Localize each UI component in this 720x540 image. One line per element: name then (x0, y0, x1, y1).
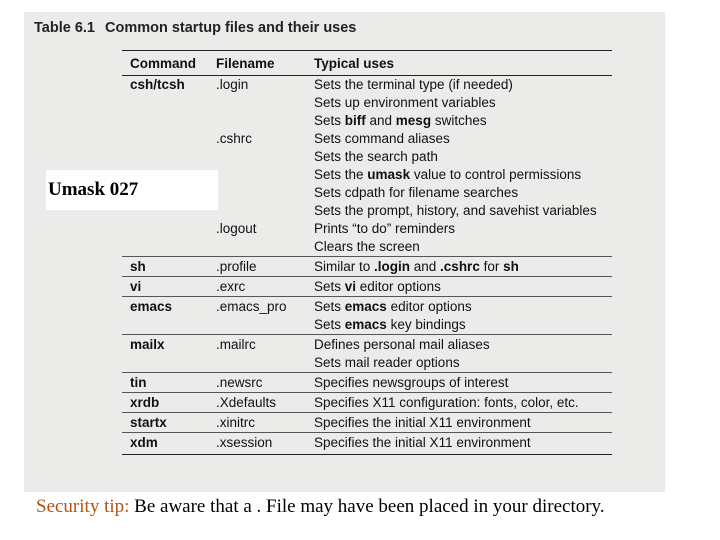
table-row (122, 94, 612, 112)
scanned-page (24, 12, 665, 492)
table-body (122, 76, 612, 455)
cell-filename (208, 166, 306, 184)
table-row (122, 148, 612, 166)
cell-typical-use: Sets the prompt, history, and savehist variables (314, 203, 597, 218)
table-row (122, 335, 612, 355)
cell-filename: .logout (216, 221, 257, 236)
cell-typical-use: Sets mail reader options (314, 355, 460, 370)
cell-filename: .login (216, 77, 249, 92)
cell-command (122, 354, 208, 373)
security-tip-text: Be aware that a . File may have been placed in your directory. (129, 496, 605, 517)
cell-typical-use: Sets the umask value to control permissions (314, 167, 582, 182)
table-row (122, 413, 612, 433)
cell-command (122, 238, 208, 257)
table-row (122, 112, 612, 130)
cell-filename: .profile (208, 257, 306, 277)
startup-files-table (122, 50, 612, 455)
cell-typical-use: Sets vi editor options (306, 277, 612, 297)
table-row (122, 238, 612, 257)
cell-command (122, 112, 208, 130)
cell-command: startx (122, 413, 208, 433)
cell-typical-use: Sets command aliases (314, 131, 450, 146)
cell-filename: .xinitrc (208, 413, 306, 433)
cell-command: xdm (122, 433, 208, 455)
cell-filename (208, 354, 306, 373)
cell-typical-use: Specifies X11 configuration: fonts, color, etc. (306, 393, 612, 413)
cell-typical-use: Sets the search path (314, 149, 438, 164)
table-row (122, 373, 612, 393)
table-title: Common startup files and their uses (104, 20, 357, 36)
cell-filename: .xsession (208, 433, 306, 455)
cell-typical-use: Clears the screen (314, 239, 420, 254)
cell-filename (208, 112, 306, 130)
table-number: Table 6.1 (34, 20, 95, 36)
umask-label: Umask 027 (46, 170, 218, 210)
cell-command: mailx (122, 335, 208, 355)
table-caption (34, 20, 356, 36)
cell-command (122, 94, 208, 112)
header-filename: Filename (208, 51, 306, 76)
cell-typical-use: Defines personal mail aliases (306, 335, 612, 355)
cell-typical-use: Sets biff and mesg switches (314, 113, 487, 128)
cell-filename (208, 316, 306, 335)
table-row (122, 130, 612, 148)
cell-filename: .exrc (208, 277, 306, 297)
table-row (122, 220, 612, 238)
cell-typical-use: Specifies the initial X11 environment (306, 433, 612, 455)
cell-typical-use: Similar to .login and .cshrc for sh (306, 257, 612, 277)
cell-typical-use: Specifies the initial X11 environment (306, 413, 612, 433)
cell-typical-use: Sets the terminal type (if needed) (314, 77, 513, 92)
table-row (122, 393, 612, 413)
cell-command (122, 130, 208, 148)
cell-filename (208, 238, 306, 257)
cell-command: tin (122, 373, 208, 393)
table-row (122, 316, 612, 335)
security-tip (36, 496, 605, 518)
table-row (122, 433, 612, 455)
cell-filename: .newsrc (208, 373, 306, 393)
cell-filename (208, 202, 306, 220)
cell-command: xrdb (122, 393, 208, 413)
header-typical-uses: Typical uses (306, 51, 612, 76)
table-row (122, 277, 612, 297)
cell-typical-use: Prints “to do” reminders (314, 221, 456, 236)
cell-filename (208, 148, 306, 166)
cell-command: csh/tcsh (130, 77, 185, 92)
cell-filename: .Xdefaults (208, 393, 306, 413)
table-row (122, 297, 612, 317)
cell-filename (208, 184, 306, 202)
table-row (122, 257, 612, 277)
header-command: Command (122, 51, 208, 76)
cell-command: vi (122, 277, 208, 297)
cell-typical-use: Sets cdpath for filename searches (314, 185, 519, 200)
cell-command: sh (122, 257, 208, 277)
cell-command: emacs (122, 297, 208, 317)
table-header-row (122, 51, 612, 76)
cell-command (122, 148, 208, 166)
cell-typical-use: Sets emacs key bindings (314, 317, 466, 332)
table-row (122, 354, 612, 373)
cell-typical-use: Sets up environment variables (314, 95, 496, 110)
cell-filename (208, 94, 306, 112)
cell-typical-use: Sets emacs editor options (306, 297, 612, 317)
cell-typical-use: Specifies newsgroups of interest (306, 373, 612, 393)
security-tip-label: Security tip: (36, 496, 130, 517)
cell-filename: .mailrc (208, 335, 306, 355)
cell-filename: .emacs_pro (208, 297, 306, 317)
cell-filename: .cshrc (216, 131, 253, 146)
cell-command (122, 316, 208, 335)
table-row (122, 76, 612, 95)
cell-command (122, 220, 208, 238)
